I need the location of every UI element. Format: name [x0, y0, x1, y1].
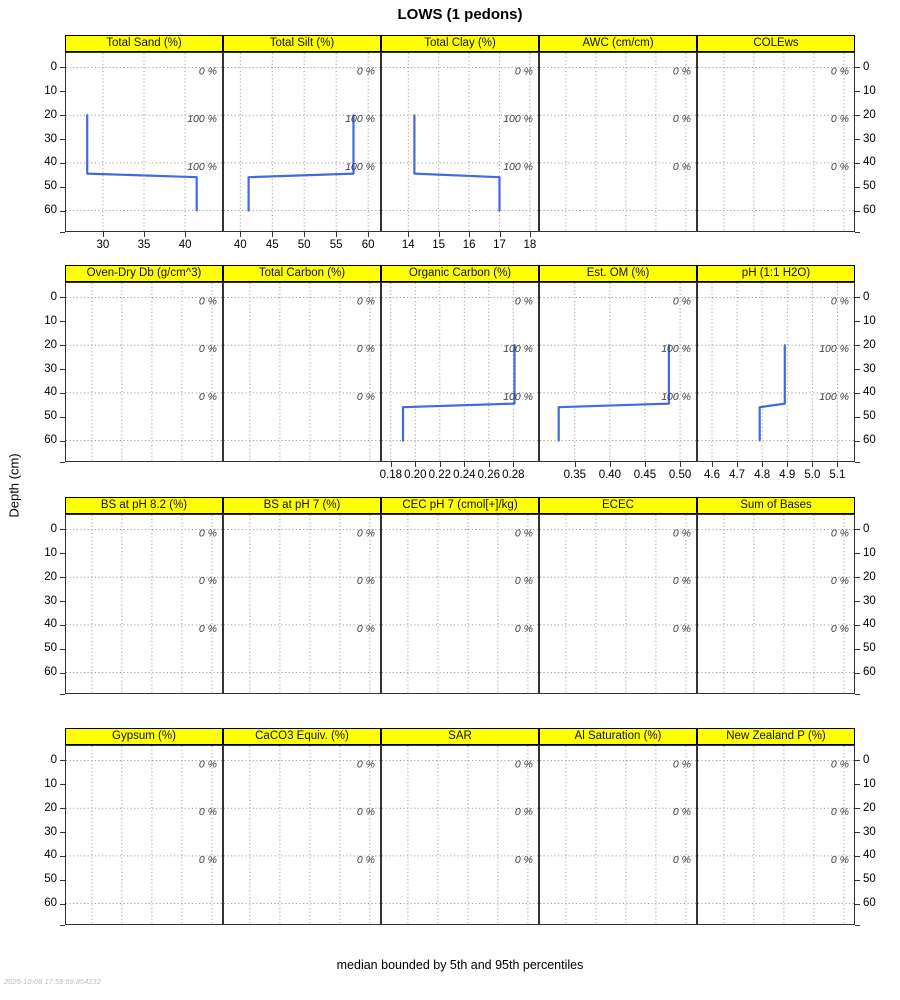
depth-label-left: 0	[50, 522, 57, 535]
x-tick-label: 0.26	[477, 469, 500, 481]
depth-label-right: 30	[863, 825, 876, 838]
panel-plot-ecec	[539, 514, 697, 694]
x-tick	[464, 462, 465, 467]
depth-label-left: 30	[44, 594, 57, 607]
depth-tick-right	[855, 577, 860, 578]
depth-label-right: 60	[863, 666, 876, 679]
x-tick	[415, 462, 416, 467]
x-tick	[440, 462, 441, 467]
panel-row-3	[0, 497, 900, 727]
contributing-fraction-label: 0 %	[830, 806, 849, 819]
depth-tick-right	[855, 832, 860, 833]
x-tick-label: 55	[329, 239, 343, 251]
contributing-fraction-label: 0 %	[514, 527, 533, 540]
x-tick-label: 0.24	[453, 469, 476, 481]
depth-label-right: 50	[863, 410, 876, 423]
contributing-fraction-label: 100 %	[187, 160, 217, 173]
panel-header-est-om	[539, 265, 697, 282]
depth-tick-left	[60, 462, 65, 463]
depth-label-right: 0	[863, 290, 870, 303]
depth-label-right: 60	[863, 434, 876, 447]
contributing-fraction-label: 0 %	[830, 295, 849, 308]
panel-colews	[697, 35, 855, 232]
contributing-fraction-label: 100 %	[503, 113, 533, 126]
x-tick	[144, 232, 145, 237]
contributing-fraction-label: 0 %	[514, 65, 533, 78]
depth-axis-label: Depth (cm)	[6, 453, 22, 518]
contributing-fraction-label: 0 %	[830, 113, 849, 126]
depth-label-right: 20	[863, 801, 876, 814]
x-tick	[439, 232, 440, 237]
x-tick	[304, 232, 305, 237]
contributing-fraction-label: 0 %	[672, 295, 691, 308]
depth-tick-right	[855, 808, 860, 809]
depth-tick-right	[855, 345, 860, 346]
x-tick-label: 0.40	[598, 469, 622, 481]
contributing-fraction-label: 0 %	[514, 622, 533, 635]
x-tick-label: 16	[462, 239, 476, 251]
panel-title: New Zealand P (%)	[726, 730, 826, 742]
depth-label-left: 10	[44, 777, 57, 790]
x-tick	[272, 232, 273, 237]
contributing-fraction-label: 0 %	[514, 853, 533, 866]
x-tick-label: 40	[178, 239, 192, 251]
depth-label-left: 60	[44, 204, 57, 217]
x-tick	[712, 462, 713, 467]
depth-tick-right	[855, 529, 860, 530]
panel-title: Organic Carbon (%)	[408, 267, 512, 279]
depth-label-right: 10	[863, 546, 876, 559]
contributing-fraction-label: 0 %	[514, 575, 533, 588]
depth-tick-right	[855, 880, 860, 881]
depth-tick-right	[855, 694, 860, 695]
contributing-fraction-label: 0 %	[672, 160, 691, 173]
depth-label-left: 0	[50, 60, 57, 73]
panel-title: Al Saturation (%)	[574, 730, 662, 742]
depth-label-right: 40	[863, 386, 876, 399]
depth-tick-right	[855, 163, 860, 164]
depth-tick-right	[855, 904, 860, 905]
depth-label-left: 50	[44, 410, 57, 423]
panel-title: SAR	[448, 730, 472, 742]
panel-plot-new-zealand-p	[697, 745, 855, 925]
contributing-fraction-label: 0 %	[672, 758, 691, 771]
depth-label-left: 30	[44, 132, 57, 145]
depth-label-left: 60	[44, 666, 57, 679]
depth-label-left: 10	[44, 314, 57, 327]
contributing-fraction-label: 0 %	[830, 853, 849, 866]
contributing-fraction-label: 0 %	[356, 853, 375, 866]
x-tick	[103, 232, 104, 237]
panel-plot-cec-ph-7-cmol-kg	[381, 514, 539, 694]
panel-title: Sum of Bases	[740, 499, 812, 511]
depth-label-left: 40	[44, 849, 57, 862]
panel-sar	[381, 728, 539, 925]
x-tick-label: 4.8	[754, 469, 771, 481]
contributing-fraction-label: 0 %	[356, 622, 375, 635]
panel-ph-1-1-h2o	[697, 265, 855, 481]
contributing-fraction-label: 100 %	[345, 160, 375, 173]
panel-plot-est-om	[539, 282, 697, 462]
depth-label-right: 10	[863, 84, 876, 97]
contributing-fraction-label: 100 %	[819, 343, 849, 356]
panel-plot-awc-cm-cm	[539, 52, 697, 232]
contributing-fraction-label: 100 %	[819, 390, 849, 403]
panel-plot-bs-at-ph-8-2	[65, 514, 223, 694]
depth-label-left: 20	[44, 801, 57, 814]
timestamp: 2025-10-08 17:59:59.854232	[4, 977, 101, 986]
panel-header-caco3-equiv	[223, 728, 381, 745]
x-tick	[391, 462, 392, 467]
panel-bs-at-ph-8-2	[65, 497, 223, 694]
depth-label-right: 30	[863, 594, 876, 607]
x-tick-label: 60	[361, 239, 375, 251]
x-tick-label: 0.28	[502, 469, 525, 481]
panel-header-organic-carbon	[381, 265, 539, 282]
contributing-fraction-label: 0 %	[672, 853, 691, 866]
panel-plot-organic-carbon	[381, 282, 539, 462]
panel-sum-of-bases	[697, 497, 855, 694]
contributing-fraction-label: 0 %	[356, 295, 375, 308]
panel-awc-cm-cm	[539, 35, 697, 232]
panel-header-sum-of-bases	[697, 497, 855, 514]
panel-plot-colews	[697, 52, 855, 232]
contributing-fraction-label: 0 %	[514, 295, 533, 308]
contributing-fraction-label: 0 %	[198, 575, 217, 588]
panel-header-oven-dry-db-g-cm-3	[65, 265, 223, 282]
panel-header-bs-at-ph-7	[223, 497, 381, 514]
depth-tick-right	[855, 601, 860, 602]
depth-tick-right	[855, 462, 860, 463]
panel-plot-ph-1-1-h2o	[697, 282, 855, 462]
depth-tick-right	[855, 417, 860, 418]
panel-title: Est. OM (%)	[586, 267, 650, 279]
panel-total-sand	[65, 35, 223, 251]
panel-plot-total-carbon	[223, 282, 381, 462]
panel-title: CaCO3 Equiv. (%)	[255, 730, 349, 742]
depth-tick-right	[855, 321, 860, 322]
x-tick-label: 4.6	[704, 469, 720, 481]
depth-label-right: 30	[863, 132, 876, 145]
contributing-fraction-label: 0 %	[830, 160, 849, 173]
depth-tick-right	[855, 649, 860, 650]
panel-plot-total-sand	[65, 52, 223, 232]
contributing-fraction-label: 0 %	[830, 622, 849, 635]
depth-label-right: 60	[863, 897, 876, 910]
panel-caco3-equiv	[223, 728, 381, 925]
panel-header-ecec	[539, 497, 697, 514]
depth-tick-right	[855, 211, 860, 212]
contributing-fraction-label: 0 %	[514, 758, 533, 771]
contributing-fraction-label: 0 %	[198, 390, 217, 403]
panel-plot-oven-dry-db-g-cm-3	[65, 282, 223, 462]
x-tick-label: 0.35	[563, 469, 586, 481]
depth-label-left: 60	[44, 897, 57, 910]
panel-title: Total Carbon (%)	[258, 267, 346, 279]
panel-title: Total Sand (%)	[106, 37, 182, 49]
contributing-fraction-label: 100 %	[503, 343, 533, 356]
x-tick-label: 30	[96, 239, 110, 251]
x-tick	[837, 462, 838, 467]
panel-title: COLEws	[753, 37, 799, 49]
depth-label-right: 60	[863, 204, 876, 217]
x-tick	[762, 462, 763, 467]
x-tick-label: 0.20	[404, 469, 427, 481]
x-tick-label: 4.7	[729, 469, 746, 481]
panel-cec-ph-7-cmol-kg	[381, 497, 539, 694]
depth-label-left: 20	[44, 570, 57, 583]
contributing-fraction-label: 0 %	[356, 758, 375, 771]
depth-tick-left	[60, 694, 65, 695]
contributing-fraction-label: 0 %	[356, 343, 375, 356]
contributing-fraction-label: 0 %	[198, 806, 217, 819]
panel-row-1	[0, 35, 900, 265]
panel-title: BS at pH 8.2 (%)	[100, 499, 188, 511]
x-tick	[680, 462, 681, 467]
panel-plot-sar	[381, 745, 539, 925]
panel-header-sar	[381, 728, 539, 745]
depth-label-right: 20	[863, 570, 876, 583]
depth-label-left: 0	[50, 753, 57, 766]
contributing-fraction-label: 0 %	[198, 758, 217, 771]
panel-al-saturation	[539, 728, 697, 925]
depth-label-left: 20	[44, 108, 57, 121]
contributing-fraction-label: 0 %	[198, 65, 217, 78]
contributing-fraction-label: 0 %	[356, 390, 375, 403]
depth-label-left: 40	[44, 386, 57, 399]
caption: median bounded by 5th and 95th percentiles	[336, 958, 584, 972]
panel-header-new-zealand-p	[697, 728, 855, 745]
depth-tick-right	[855, 91, 860, 92]
panel-total-clay	[381, 35, 539, 251]
x-tick-label: 35	[137, 239, 151, 251]
x-tick-label: 0.18	[379, 469, 402, 481]
panel-plot-sum-of-bases	[697, 514, 855, 694]
depth-label-left: 60	[44, 434, 57, 447]
x-tick	[610, 462, 611, 467]
panel-plot-caco3-equiv	[223, 745, 381, 925]
depth-tick-right	[855, 369, 860, 370]
panel-plot-al-saturation	[539, 745, 697, 925]
depth-label-right: 40	[863, 849, 876, 862]
depth-label-right: 30	[863, 362, 876, 375]
depth-label-left: 30	[44, 825, 57, 838]
panel-bs-at-ph-7	[223, 497, 381, 694]
contributing-fraction-label: 100 %	[187, 113, 217, 126]
depth-label-right: 0	[863, 522, 870, 535]
panel-title: Total Silt (%)	[269, 37, 335, 49]
contributing-fraction-label: 0 %	[672, 65, 691, 78]
panel-title: ECEC	[602, 499, 634, 511]
depth-tick-left	[60, 925, 65, 926]
panel-row-4	[0, 728, 900, 958]
contributing-fraction-label: 0 %	[356, 527, 375, 540]
contributing-fraction-label: 0 %	[198, 343, 217, 356]
contributing-fraction-label: 0 %	[672, 806, 691, 819]
panel-title: CEC pH 7 (cmol[+]/kg)	[402, 499, 518, 511]
x-tick-label: 5.1	[829, 469, 846, 481]
x-tick	[500, 232, 501, 237]
depth-tick-right	[855, 115, 860, 116]
panel-header-total-clay	[381, 35, 539, 52]
panel-header-cec-ph-7-cmol-kg	[381, 497, 539, 514]
x-tick-label: 0.22	[428, 469, 451, 481]
contributing-fraction-label: 0 %	[830, 65, 849, 78]
x-tick	[336, 232, 337, 237]
panel-header-gypsum	[65, 728, 223, 745]
contributing-fraction-label: 0 %	[198, 527, 217, 540]
x-tick	[812, 462, 813, 467]
depth-label-right: 40	[863, 618, 876, 631]
depth-tick-right	[855, 441, 860, 442]
panel-header-bs-at-ph-8-2	[65, 497, 223, 514]
depth-label-right: 40	[863, 156, 876, 169]
depth-label-right: 50	[863, 642, 876, 655]
contributing-fraction-label: 0 %	[672, 622, 691, 635]
panel-header-ph-1-1-h2o	[697, 265, 855, 282]
x-tick	[240, 232, 241, 237]
contributing-fraction-label: 0 %	[830, 527, 849, 540]
depth-label-left: 50	[44, 873, 57, 886]
contributing-fraction-label: 100 %	[503, 390, 533, 403]
panel-header-total-sand	[65, 35, 223, 52]
panel-header-awc-cm-cm	[539, 35, 697, 52]
contributing-fraction-label: 0 %	[830, 575, 849, 588]
depth-label-right: 10	[863, 314, 876, 327]
contributing-fraction-label: 0 %	[198, 853, 217, 866]
depth-tick-right	[855, 393, 860, 394]
x-tick	[645, 462, 646, 467]
panel-est-om	[539, 265, 697, 481]
contributing-fraction-label: 0 %	[356, 65, 375, 78]
x-tick-label: 5.0	[804, 469, 821, 481]
depth-label-right: 10	[863, 777, 876, 790]
panel-title: Total Clay (%)	[424, 37, 496, 49]
depth-label-right: 50	[863, 873, 876, 886]
depth-tick-right	[855, 139, 860, 140]
depth-label-left: 10	[44, 546, 57, 559]
contributing-fraction-label: 0 %	[198, 622, 217, 635]
contributing-fraction-label: 0 %	[672, 113, 691, 126]
contributing-fraction-label: 100 %	[503, 160, 533, 173]
x-tick	[368, 232, 369, 237]
depth-label-left: 0	[50, 290, 57, 303]
panel-plot-bs-at-ph-7	[223, 514, 381, 694]
depth-label-left: 20	[44, 338, 57, 351]
panel-organic-carbon	[379, 265, 539, 481]
x-tick	[737, 462, 738, 467]
x-tick	[469, 232, 470, 237]
panel-ecec	[539, 497, 697, 694]
x-tick-label: 4.9	[779, 469, 796, 481]
panel-plot-gypsum	[65, 745, 223, 925]
panel-header-colews	[697, 35, 855, 52]
depth-label-left: 40	[44, 156, 57, 169]
panel-gypsum	[65, 728, 223, 925]
depth-tick-right	[855, 625, 860, 626]
panel-row-2	[0, 265, 900, 495]
contributing-fraction-label: 100 %	[661, 343, 691, 356]
depth-tick-right	[855, 760, 860, 761]
depth-label-left: 50	[44, 180, 57, 193]
depth-tick-right	[855, 784, 860, 785]
contributing-fraction-label: 100 %	[345, 113, 375, 126]
x-tick	[513, 462, 514, 467]
panel-title: AWC (cm/cm)	[582, 37, 654, 49]
depth-label-left: 10	[44, 84, 57, 97]
depth-tick-right	[855, 856, 860, 857]
contributing-fraction-label: 0 %	[514, 806, 533, 819]
panel-total-carbon	[223, 265, 381, 462]
depth-label-right: 0	[863, 753, 870, 766]
panel-title: Gypsum (%)	[112, 730, 176, 742]
depth-tick-right	[855, 187, 860, 188]
page-title: LOWS (1 pedons)	[397, 6, 523, 23]
contributing-fraction-label: 0 %	[356, 806, 375, 819]
x-tick	[575, 462, 576, 467]
depth-label-right: 20	[863, 338, 876, 351]
panel-new-zealand-p	[697, 728, 855, 925]
x-tick-label: 0.45	[633, 469, 657, 481]
panel-plot-total-silt	[223, 52, 381, 232]
panel-title: Oven-Dry Db (g/cm^3)	[86, 267, 202, 279]
contributing-fraction-label: 0 %	[356, 575, 375, 588]
panel-header-total-silt	[223, 35, 381, 52]
depth-tick-right	[855, 297, 860, 298]
panel-title: pH (1:1 H2O)	[741, 267, 811, 279]
x-tick-label: 0.50	[668, 469, 692, 481]
depth-label-right: 20	[863, 108, 876, 121]
x-tick-label: 40	[233, 239, 247, 251]
depth-label-right: 0	[863, 60, 870, 73]
contributing-fraction-label: 0 %	[830, 758, 849, 771]
panel-header-al-saturation	[539, 728, 697, 745]
contributing-fraction-label: 0 %	[672, 575, 691, 588]
panel-total-silt	[223, 35, 381, 251]
x-tick-label: 15	[432, 239, 446, 251]
depth-tick-right	[855, 67, 860, 68]
depth-tick-right	[855, 925, 860, 926]
x-tick	[489, 462, 490, 467]
depth-label-right: 50	[863, 180, 876, 193]
x-tick-label: 17	[493, 239, 506, 251]
x-tick-label: 45	[265, 239, 279, 251]
x-tick	[185, 232, 186, 237]
depth-tick-left	[60, 232, 65, 233]
x-tick-label: 18	[523, 239, 537, 251]
depth-tick-right	[855, 553, 860, 554]
x-tick-label: 14	[401, 239, 415, 251]
x-tick	[530, 232, 531, 237]
x-tick	[787, 462, 788, 467]
panel-title: BS at pH 7 (%)	[263, 499, 341, 511]
depth-tick-right	[855, 673, 860, 674]
panel-plot-total-clay	[381, 52, 539, 232]
contributing-fraction-label: 0 %	[198, 295, 217, 308]
panel-oven-dry-db-g-cm-3	[65, 265, 223, 462]
depth-label-left: 50	[44, 642, 57, 655]
depth-tick-right	[855, 232, 860, 233]
panel-header-total-carbon	[223, 265, 381, 282]
depth-label-left: 40	[44, 618, 57, 631]
contributing-fraction-label: 100 %	[661, 390, 691, 403]
depth-label-left: 30	[44, 362, 57, 375]
contributing-fraction-label: 0 %	[672, 527, 691, 540]
x-tick	[408, 232, 409, 237]
x-tick-label: 50	[297, 239, 311, 251]
